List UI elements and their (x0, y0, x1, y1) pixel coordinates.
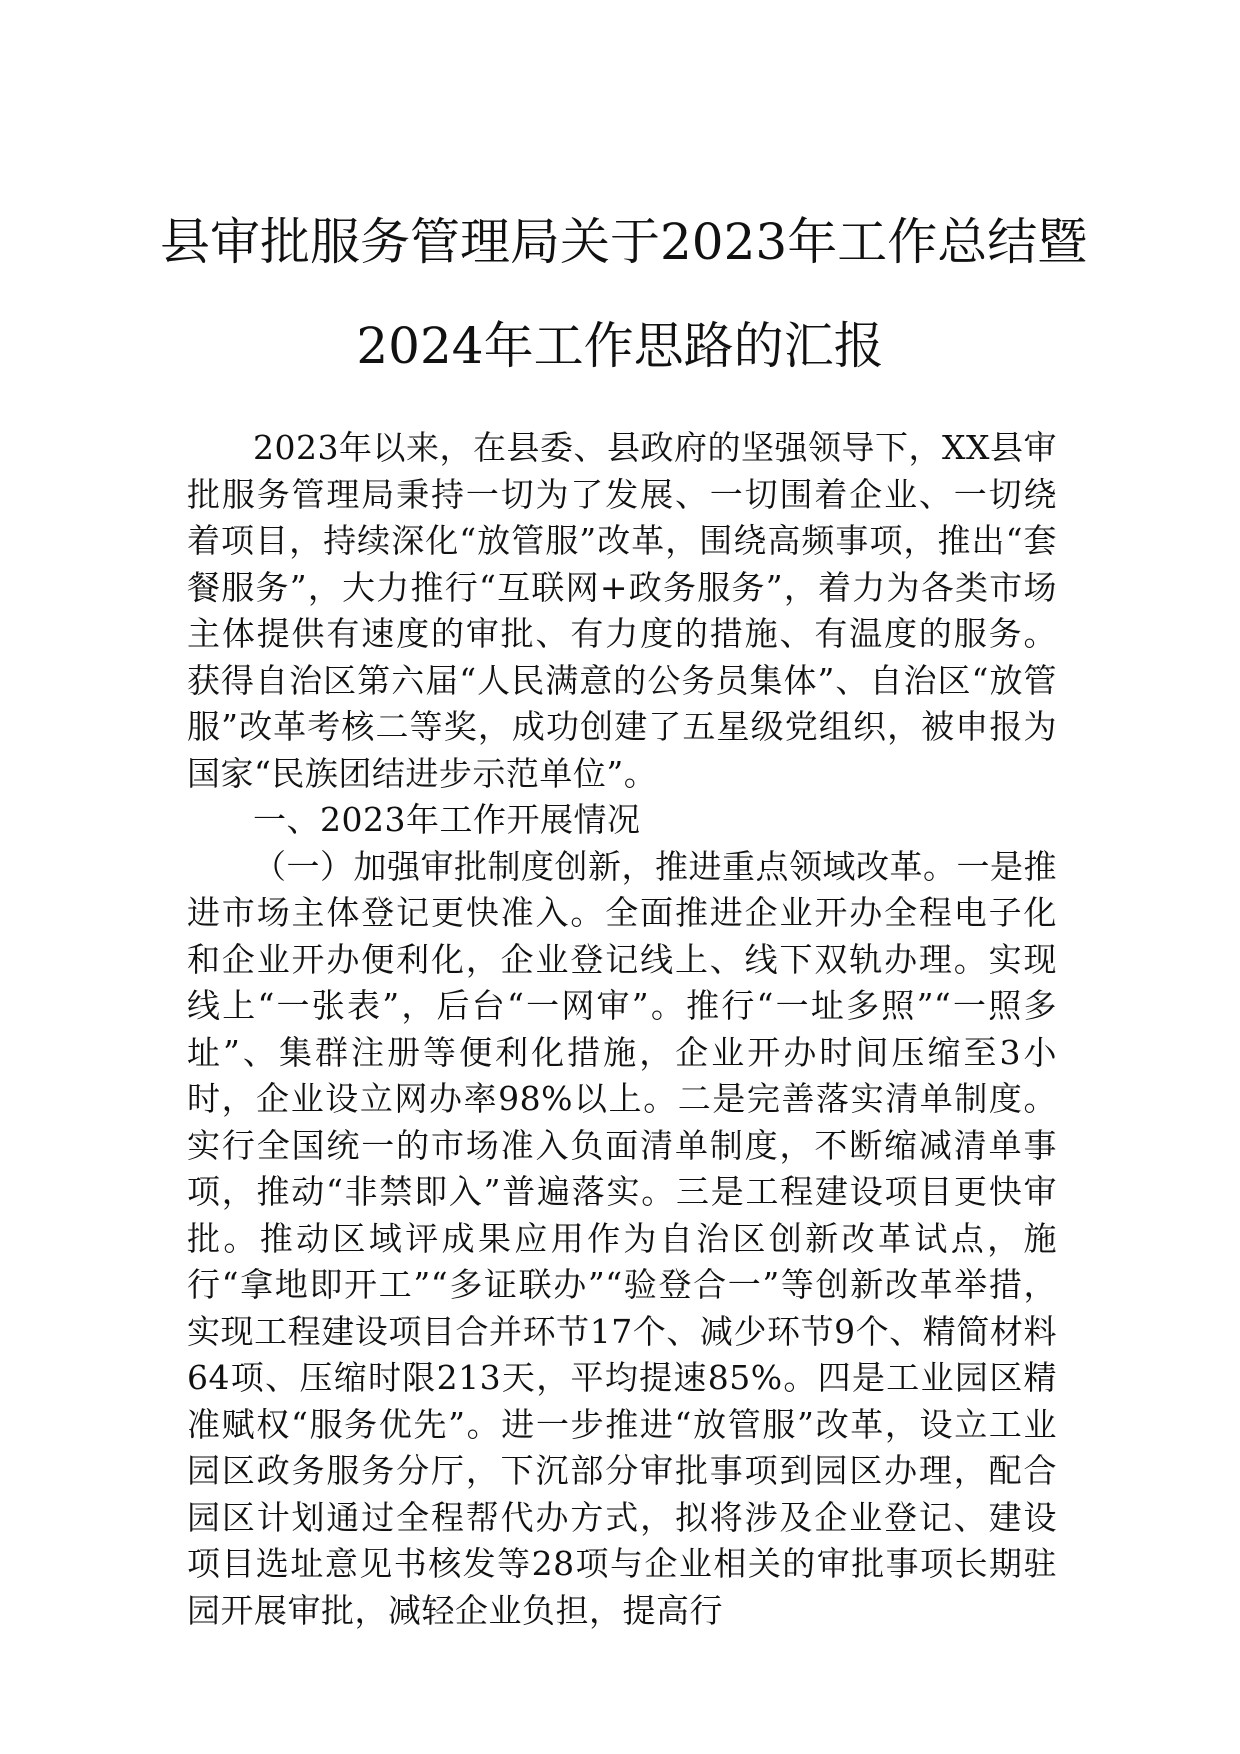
section-heading: 一、2023年工作开展情况 (253, 800, 641, 839)
section-paragraph: （一）加强审批制度创新，推进重点领域改革。一是推进市场主体登记更快准入。全面推进企业开办全程电子化和企业开办便利化，企业登记线上、线下双轨办理。实现线上“一张表”，后台“一网审”。推行“一址多照”“一照多址”、集群注册等便利化措施，企业开办时间压缩至3小时，企业设立网办率98%以上。二是完善落实清单制度。实行全国统一的市场准入负面清单制度，不断缩减清单事项，推动“非禁即入”普遍落实。三是工程建设项目更快审批。推动区域评成果应用作为自治区创新改革试点，施行“拿地即开工”“多证联办”“验登合一”等创新改革举措，实现工程建设项目合并环节17个、减少环节9个、精简材料64项、压缩时限213天，平均提速85%。四是工业园区精准赋权“服务优先”。进一步推进“放管服”改革，设立工业园区政务服务分厅，下沉部分审批事项到园区办理，配合园区计划通过全程帮代办方式，拟将涉及企业登记、建设项目选址意见书核发等28项与企业相关的审批事项长期驻园开展审批，减轻企业负担，提高行 (187, 846, 1057, 1630)
title-line-1: 县审批服务管理局关于2023年工作总结暨 (160, 213, 1088, 271)
intro-paragraph: 2023年以来，在县委、县政府的坚强领导下，XX县审批服务管理局秉持一切为了发展、一切围着企业、一切绕着项目，持续深化“放管服”改革，围绕高频事项，推出“套餐服务”，大力推行“互联网+政务服务”，着力为各类市场主体提供有速度的审批、有力度的措施、有温度的服务。获得自治区第六届“人民满意的公务员集体”、自治区“放管服”改革考核二等奖，成功创建了五星级党组织，被申报为国家“民族团结进步示范单位”。 (187, 428, 1057, 793)
title-line-2: 2024年工作思路的汇报 (356, 317, 884, 375)
document-title (160, 190, 1088, 398)
document-body (187, 425, 1057, 1634)
